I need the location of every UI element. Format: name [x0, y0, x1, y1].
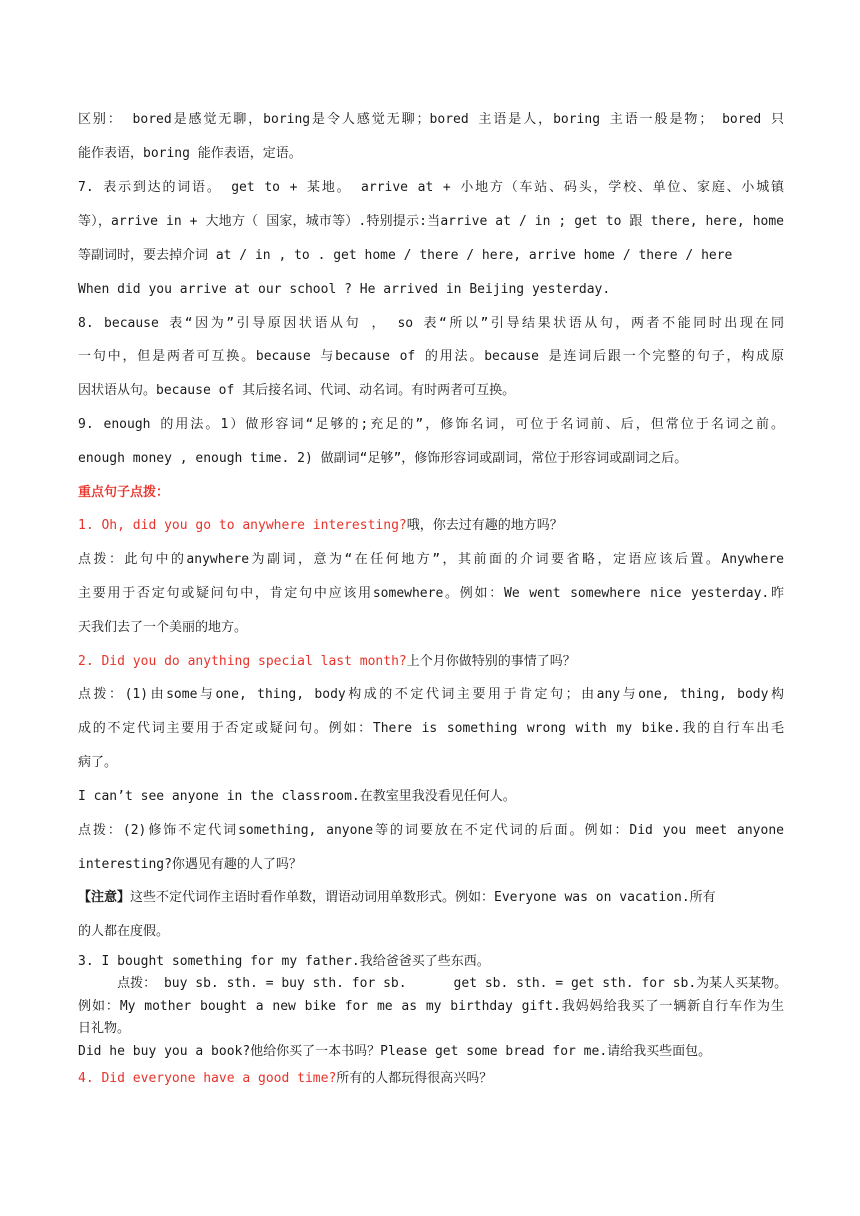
text-line: 等副词时，要去掉介词 at / in , to . get home / there / here, arrive home / there / here: [78, 248, 733, 263]
text-line: interesting?你遇见有趣的人了吗？: [78, 857, 302, 872]
text-line: 区别： bored是感觉无聊，boring是令人感觉无聊；bored 主语是人，boring 主语一般是物； bored 只: [78, 112, 784, 127]
sentence-translation: 哦，你去过有趣的地方吗？: [406, 518, 563, 533]
text-line: Did he buy you a book?他给你买了一本书吗？Please get some bread for me.请给我买些面包。: [78, 1044, 712, 1059]
example-sentence: I can’t see anyone in the classroom.在教室里我没看见任何人。: [78, 789, 516, 804]
text-line: 因状语从句。because of 其后接名词、代词、动名词。有时两者可互换。: [78, 383, 516, 398]
key-sentence-1: [78, 517, 784, 535]
attention-text: 这些不定代词作主语时看作单数，谓语动词用单数形式。例如：Everyone was on vacation.所有: [130, 890, 716, 905]
text-line: 日礼物。: [78, 1021, 131, 1036]
text-line: 天我们去了一个美丽的地方。: [78, 620, 248, 635]
text-line: 一句中，但是两者可互换。because 与because of 的用法。because 是连词后跟一个完整的句子，构成原: [78, 349, 784, 364]
key-sentence-4: [78, 1070, 784, 1088]
text-line: 9. enough 的用法。1）做形容词“足够的;充足的”，修饰名词，可位于名词前、后，但常位于名词之前。: [78, 417, 784, 432]
text-line: 8. because 表“因为”引导原因状语从句 ， so 表“所以”引导结果状语从句，两者不能同时出现在同: [78, 316, 784, 331]
text-line: 点拨：(2)修饰不定代词something, anyone等的词要放在不定代词的后面。例如：Did you meet anyone: [78, 823, 784, 838]
attention-tag: 【注意】: [78, 890, 131, 905]
text-line: 点拨： buy sb. sth. = buy sth. for sb. get sb. sth. = get sth. for sb.为某人买某物。: [78, 976, 788, 991]
key-sentence-2: [78, 653, 784, 671]
text-line: 成的不定代词主要用于否定或疑问句。例如：There is something wrong with my bike.我的自行车出毛: [78, 721, 784, 736]
text-line: 7. 表示到达的词语。 get to + 某地。 arrive at + 小地方（车站、码头，学校、单位、家庭、小城镇: [78, 180, 784, 195]
text-line: 点拨：(1)由some与one, thing, body构成的不定代词主要用于肯定句；由any与one, thing, body构: [78, 687, 784, 702]
key-sentence-3: 3. I bought something for my father.我给爸爸买了些东西。: [78, 954, 490, 969]
attention-line: [78, 889, 784, 907]
section-heading: 重点句子点拨：: [78, 485, 170, 500]
text-line: 等），arrive in + 大地方（ 国家，城市等）.特别提示:当arrive at / in ; get to 跟 there, here, home: [78, 214, 784, 229]
text-line: 例如：My mother bought a new bike for me as my birthday gift.我妈妈给我买了一辆新自行车作为生: [78, 999, 784, 1014]
text-line: 病了。: [78, 755, 118, 770]
text-line: 主要用于否定句或疑问句中，肯定句中应该用somewhere。例如：We went somewhere nice yesterday.昨: [78, 586, 784, 601]
sentence-translation: 上个月你做特别的事情了吗？: [406, 654, 576, 669]
sentence-english: 2. Did you do anything special last month?: [78, 654, 407, 669]
text-line: 的人都在度假。: [78, 924, 170, 939]
text-line: 点拨：此句中的anywhere为副词，意为“在任何地方”，其前面的介词要省略，定语应该后置。Anywhere: [78, 552, 784, 567]
sentence-translation: 所有的人都玩得很高兴吗？: [336, 1071, 493, 1086]
text-line: 能作表语，boring 能作表语，定语。: [78, 146, 302, 161]
sentence-english: 1. Oh, did you go to anywhere interesting?: [78, 518, 407, 533]
text-line: When did you arrive at our school ? He arrived in Beijing yesterday.: [78, 282, 611, 297]
sentence-english: 4. Did everyone have a good time?: [78, 1071, 337, 1086]
text-line: enough money , enough time. 2) 做副词“足够”，修饰形容词或副词，常位于形容词或副词之后。: [78, 451, 688, 466]
